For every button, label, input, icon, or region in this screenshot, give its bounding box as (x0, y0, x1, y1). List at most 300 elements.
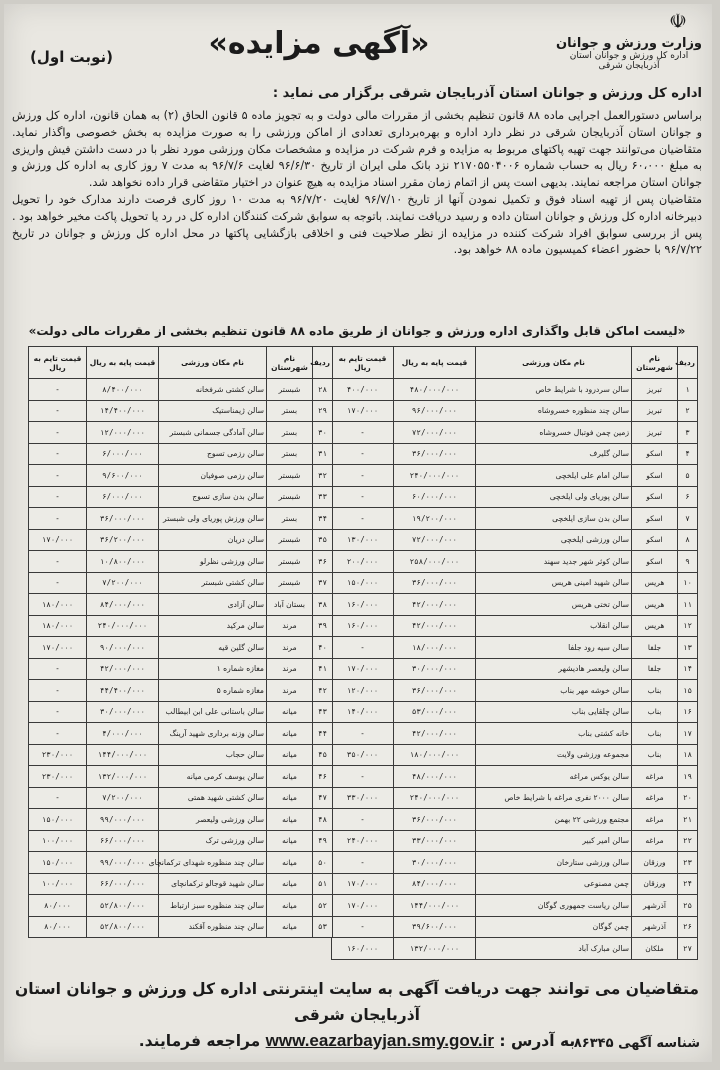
venue-name-cell: سالن رزمی تسوج (159, 443, 267, 465)
row-number-cell: ۲۴ (678, 873, 698, 895)
base-price-cell: ۴۴/۴۰۰/۰۰۰ (87, 680, 159, 702)
row-number-cell: ۲۰ (678, 787, 698, 809)
venue-name-cell: سالن ولیعصر هادیشهر (476, 658, 632, 680)
venue-name-cell: سالن آمادگی جسمانی شبستر (159, 422, 267, 444)
city-cell: هریس (632, 615, 678, 637)
base-price-cell: ۱۸/۰۰۰/۰۰۰ (394, 637, 476, 659)
venue-name-cell: زمین چمن فوتبال خسروشاه (476, 422, 632, 444)
city-cell: مراغه (632, 809, 678, 831)
table-row (332, 508, 698, 530)
footer-address-label: به آدرس : (499, 1032, 576, 1050)
table-row (29, 379, 333, 401)
city-cell: میانه (267, 787, 313, 809)
table-row (332, 400, 698, 422)
venue-name-cell: سالن چند منظوره خسروشاه (476, 400, 632, 422)
table-row (332, 465, 698, 487)
base-price-cell: ۳۰/۰۰۰/۰۰۰ (87, 701, 159, 723)
row-number-cell: ۱۳ (678, 637, 698, 659)
city-cell: مرند (267, 658, 313, 680)
list-title: «لیست اماکن قابل واگذاری اداره ورزش و جوانان از طریق ماده ۸۸ قانون تنظیم بخشی از مقررات مالی دولت» (28, 324, 686, 338)
table-row (29, 572, 333, 594)
base-price-cell: ۳۶/۲۰۰/۰۰۰ (87, 529, 159, 551)
venues-table-right (331, 346, 698, 960)
time-price-cell: - (29, 465, 87, 487)
table-header-row (29, 347, 333, 379)
row-number-cell: ۱۷ (678, 723, 698, 745)
row-number-cell: ۳۶ (313, 551, 333, 573)
row-number-cell: ۴۸ (313, 809, 333, 831)
row-number-cell: ۱۸ (678, 744, 698, 766)
venue-name-cell: چمن مصنوعی (476, 873, 632, 895)
city-cell: میانه (267, 830, 313, 852)
base-price-cell: ۵۲/۸۰۰/۰۰۰ (87, 895, 159, 917)
row-number-cell: ۵۱ (313, 873, 333, 895)
city-cell: بستر (267, 400, 313, 422)
time-price-cell: - (332, 852, 394, 874)
base-price-cell: ۲۴۰/۰۰۰/۰۰۰ (87, 615, 159, 637)
base-price-cell: ۱۸۰/۰۰۰/۰۰۰ (394, 744, 476, 766)
time-price-cell: ۲۰۰/۰۰۰ (332, 551, 394, 573)
department-name: اداره کل ورزش و جوانان استان آذربایجان شرقی (569, 51, 689, 71)
venue-name-cell: سالن گلین قیه (159, 637, 267, 659)
time-price-cell: - (332, 809, 394, 831)
base-price-cell: ۲۵۸/۰۰۰/۰۰۰ (394, 551, 476, 573)
venue-name-cell: سالن بدن سازی ایلخچی (476, 508, 632, 530)
row-number-cell: ۲۱ (678, 809, 698, 831)
time-price-cell: - (332, 422, 394, 444)
row-number-cell: ۱۲ (678, 615, 698, 637)
time-price-cell: ۱۳۰/۰۰۰ (332, 529, 394, 551)
time-price-cell: ۱۷۰/۰۰۰ (29, 529, 87, 551)
row-number-cell: ۲۹ (313, 400, 333, 422)
row-number-cell: ۱۰ (678, 572, 698, 594)
base-price-cell: ۳۹/۶۰۰/۰۰۰ (394, 916, 476, 938)
header-time-price: قیمت تایم به ریال (29, 347, 87, 379)
table-row (29, 873, 333, 895)
table-row (332, 379, 698, 401)
venue-name-cell: چمن گوگان (476, 916, 632, 938)
row-number-cell: ۳ (678, 422, 698, 444)
city-cell: اسکو (632, 465, 678, 487)
time-price-cell: - (332, 508, 394, 530)
time-price-cell: ۴۰۰/۰۰۰ (332, 379, 394, 401)
table-row (332, 766, 698, 788)
venue-name-cell: سالن چند منظوره شهدای ترکمانچای (159, 852, 267, 874)
table-row (332, 637, 698, 659)
table-row (332, 615, 698, 637)
body-text (12, 108, 702, 259)
venue-name-cell: مجموعه ورزشی ولایت (476, 744, 632, 766)
base-price-cell: ۵۳/۰۰۰/۰۰۰ (394, 701, 476, 723)
row-number-cell: ۵۳ (313, 916, 333, 938)
venue-name-cell: سالن امیر کبیر (476, 830, 632, 852)
table-row (332, 916, 698, 938)
table-row (29, 809, 333, 831)
city-cell: شبستر (267, 572, 313, 594)
row-number-cell: ۵ (678, 465, 698, 487)
base-price-cell: ۶/۰۰۰/۰۰۰ (87, 486, 159, 508)
footer-line-1: متقاضیان می توانند جهت دریافت آگهی به سایت اینترنتی اداره کل ورزش و جوانان استان آذربایجان شرقی (15, 980, 699, 1024)
base-price-cell: ۴۲/۰۰۰/۰۰۰ (394, 594, 476, 616)
base-price-cell: ۹۹/۰۰۰/۰۰۰ (87, 809, 159, 831)
time-price-cell: - (29, 787, 87, 809)
base-price-cell: ۴۸۰/۰۰۰/۰۰۰ (394, 379, 476, 401)
venue-name-cell: مغازه شماره ۱ (159, 658, 267, 680)
row-number-cell: ۵۲ (313, 895, 333, 917)
time-price-cell: ۱۷۰/۰۰۰ (332, 400, 394, 422)
time-price-cell: ۱۶۰/۰۰۰ (332, 615, 394, 637)
time-price-cell: ۱۷۰/۰۰۰ (332, 658, 394, 680)
row-number-cell: ۸ (678, 529, 698, 551)
venue-name-cell: سالن ورزشی ولیعصر (159, 809, 267, 831)
city-cell: تبریز (632, 379, 678, 401)
base-price-cell: ۸۴/۰۰۰/۰۰۰ (87, 594, 159, 616)
time-price-cell: ۱۷۰/۰۰۰ (332, 873, 394, 895)
row-number-cell: ۱۶ (678, 701, 698, 723)
base-price-cell: ۴/۰۰۰/۰۰۰ (87, 723, 159, 745)
city-cell: میانه (267, 873, 313, 895)
row-number-cell: ۱ (678, 379, 698, 401)
time-price-cell: ۱۵۰/۰۰۰ (29, 852, 87, 874)
time-price-cell: - (29, 508, 87, 530)
row-number-cell: ۱۵ (678, 680, 698, 702)
base-price-cell: ۴۲/۰۰۰/۰۰۰ (394, 615, 476, 637)
row-number-cell: ۴۵ (313, 744, 333, 766)
table-row (332, 551, 698, 573)
table-row (332, 529, 698, 551)
venue-name-cell: سالن بدن سازی تسوج (159, 486, 267, 508)
venue-name-cell: سالن دریان (159, 529, 267, 551)
city-cell: اسکو (632, 529, 678, 551)
base-price-cell: ۳۶/۰۰۰/۰۰۰ (87, 508, 159, 530)
header-city: نام شهرستان (632, 347, 678, 379)
venue-name-cell: سالن تختی هریس (476, 594, 632, 616)
time-price-cell: ۱۸۰/۰۰۰ (29, 615, 87, 637)
base-price-cell: ۳۰/۰۰۰/۰۰۰ (394, 852, 476, 874)
ad-title: «آگهی مزایده» (208, 26, 430, 61)
venue-name-cell: سالن چلقایی بناب (476, 701, 632, 723)
table-row (332, 701, 698, 723)
venue-name-cell: سالن چند منظوره آقکند (159, 916, 267, 938)
base-price-cell: ۶۶/۰۰۰/۰۰۰ (87, 830, 159, 852)
row-number-cell: ۳۰ (313, 422, 333, 444)
venue-name-cell: سالن پوریای ولی ایلخچی (476, 486, 632, 508)
paragraph-1: براساس دستورالعمل اجرایی ماده ۸۸ قانون تنظیم بخشی از مقررات مالی دولت و به تجویز ماده ۵ قانون الحاق (۲) به همان قانون، اداره کل ورزش و جوانان استان آذربایجان شرقی در نظر دارد اداره و بهره‌برداری تعدادی از اماکن ورزشی را به صورت مزایده به بخش خصوصی واگذار نماید. متقاضیان می‌توانند جهت تهیه پاکتهای مربوط به مزایده و فرم شرکت در مزایده و مشخصات مکان ورزشی مورد نظر با در دست داشتن فیش واریزی به مبلغ ۶۰،۰۰۰ ریال به حساب شماره ۲۱۷۰۵۵۰۴۰۰۶ نزد بانک ملی ایران از تاریخ ۹۶/۶/۳۰ لغایت ۹۶/۷/۶ به مدت ۷ روز کاری به اداره کل ورزش و جوانان استان مراجعه نمایند. بدیهی است پس از اتمام زمان مقرر اسناد مزایده به هیچ عنوان در اختیار متقاضی قرار داده نخواهد شد. (12, 109, 702, 190)
table-row (29, 701, 333, 723)
city-cell: مراغه (632, 787, 678, 809)
row-number-cell: ۹ (678, 551, 698, 573)
city-cell: اسکو (632, 508, 678, 530)
city-cell: ورزقان (632, 852, 678, 874)
time-price-cell: - (332, 637, 394, 659)
table-row (332, 422, 698, 444)
city-cell: مراغه (632, 766, 678, 788)
city-cell: اسکو (632, 486, 678, 508)
table-row (332, 852, 698, 874)
time-price-cell: - (29, 551, 87, 573)
time-price-cell: ۱۸۰/۰۰۰ (29, 594, 87, 616)
table-row (29, 465, 333, 487)
time-price-cell: - (29, 486, 87, 508)
base-price-cell: ۱۰/۸۰۰/۰۰۰ (87, 551, 159, 573)
table-row (332, 938, 698, 960)
base-price-cell: ۹۰/۰۰۰/۰۰۰ (87, 637, 159, 659)
row-number-cell: ۴۲ (313, 680, 333, 702)
base-price-cell: ۷۲/۰۰۰/۰۰۰ (394, 422, 476, 444)
city-cell: میانه (267, 723, 313, 745)
venue-name-cell: سالن کشتی شهید همتی (159, 787, 267, 809)
city-cell: بناب (632, 744, 678, 766)
city-cell: مرند (267, 680, 313, 702)
time-price-cell: - (332, 916, 394, 938)
table-row (29, 787, 333, 809)
city-cell: اسکو (632, 551, 678, 573)
time-price-cell: ۱۷۰/۰۰۰ (332, 895, 394, 917)
base-price-cell: ۹/۶۰۰/۰۰۰ (87, 465, 159, 487)
time-price-cell: ۱۰۰/۰۰۰ (29, 873, 87, 895)
base-price-cell: ۶/۰۰۰/۰۰۰ (87, 443, 159, 465)
base-price-cell: ۱۹/۲۰۰/۰۰۰ (394, 508, 476, 530)
time-price-cell: ۲۳۰/۰۰۰ (29, 744, 87, 766)
table-row (332, 680, 698, 702)
time-price-cell: ۱۰۰/۰۰۰ (29, 830, 87, 852)
city-cell: شبستر (267, 465, 313, 487)
row-number-cell: ۶ (678, 486, 698, 508)
city-cell: بناب (632, 723, 678, 745)
venue-name-cell: سالن یوسف کرمی میانه (159, 766, 267, 788)
row-number-cell: ۴۴ (313, 723, 333, 745)
base-price-cell: ۳۶/۰۰۰/۰۰۰ (394, 443, 476, 465)
time-price-cell: ۲۳۰/۰۰۰ (29, 766, 87, 788)
footer-address-suffix: مراجعه فرمایند. (138, 1032, 261, 1050)
time-price-cell: - (29, 572, 87, 594)
table-row (332, 723, 698, 745)
venue-name-cell: سالن مرکید (159, 615, 267, 637)
time-price-cell: - (332, 766, 394, 788)
venue-name-cell: سالن حجاب (159, 744, 267, 766)
base-price-cell: ۱۳۲/۰۰۰/۰۰۰ (87, 766, 159, 788)
venue-name-cell: سالن ۲۰۰۰ نفری مراغه با شرایط خاص (476, 787, 632, 809)
base-price-cell: ۳۶/۰۰۰/۰۰۰ (394, 572, 476, 594)
city-cell: اسکو (632, 443, 678, 465)
table-row (332, 830, 698, 852)
city-cell: جلفا (632, 658, 678, 680)
row-number-cell: ۱۴ (678, 658, 698, 680)
row-number-cell: ۴۷ (313, 787, 333, 809)
venue-name-cell: مغازه شماره ۵ (159, 680, 267, 702)
time-price-cell: ۸۰/۰۰۰ (29, 895, 87, 917)
ad-header (4, 4, 712, 84)
table-row (29, 916, 333, 938)
city-cell: میانه (267, 766, 313, 788)
table-row (29, 486, 333, 508)
base-price-cell: ۹۶/۰۰۰/۰۰۰ (394, 400, 476, 422)
base-price-cell: ۳۶/۰۰۰/۰۰۰ (394, 809, 476, 831)
venue-name-cell: سالن شهید قوجالو ترکمانچای (159, 873, 267, 895)
table-row (332, 443, 698, 465)
venue-name-cell: سالن ورزش پوریای ولی شبستر (159, 508, 267, 530)
city-cell: میانه (267, 809, 313, 831)
base-price-cell: ۷/۲۰۰/۰۰۰ (87, 572, 159, 594)
venue-name-cell: سالن انقلاب (476, 615, 632, 637)
base-price-cell: ۶۰/۰۰۰/۰۰۰ (394, 486, 476, 508)
base-price-cell: ۲۴۰/۰۰۰/۰۰۰ (394, 465, 476, 487)
venue-name-cell: سالن کشتی شبستر (159, 572, 267, 594)
header-row-number: ردیف (313, 347, 333, 379)
venue-name-cell: سالن سردرود با شرایط خاص (476, 379, 632, 401)
table-row (29, 744, 333, 766)
base-price-cell: ۳۳/۰۰۰/۰۰۰ (394, 830, 476, 852)
table-row (332, 895, 698, 917)
city-cell: میانه (267, 852, 313, 874)
city-cell: مرند (267, 637, 313, 659)
base-price-cell: ۸/۴۰۰/۰۰۰ (87, 379, 159, 401)
header-venue: نام مکان ورزشی (476, 347, 632, 379)
table-row (332, 572, 698, 594)
city-cell: تبریز (632, 400, 678, 422)
row-number-cell: ۲۲ (678, 830, 698, 852)
table-row (29, 400, 333, 422)
base-price-cell: ۴۲/۰۰۰/۰۰۰ (87, 658, 159, 680)
base-price-cell: ۹۹/۰۰۰/۰۰۰ (87, 852, 159, 874)
time-price-cell: ۸۰/۰۰۰ (29, 916, 87, 938)
base-price-cell: ۴۲/۰۰۰/۰۰۰ (394, 723, 476, 745)
city-cell: هریس (632, 572, 678, 594)
table-row (29, 658, 333, 680)
venue-name-cell: سالن ورزشی ترک (159, 830, 267, 852)
table-row (332, 809, 698, 831)
table-row (332, 873, 698, 895)
row-number-cell: ۴۶ (313, 766, 333, 788)
venues-tables (28, 346, 698, 970)
city-cell: آذرشهر (632, 916, 678, 938)
row-number-cell: ۱۱ (678, 594, 698, 616)
table-row (29, 852, 333, 874)
table-row (332, 486, 698, 508)
row-number-cell: ۲۵ (678, 895, 698, 917)
newspaper-page (4, 4, 712, 1062)
row-number-cell: ۴۰ (313, 637, 333, 659)
base-price-cell: ۱۳۲/۰۰۰/۰۰۰ (394, 938, 476, 960)
header-time-price: قیمت تایم به ریال (332, 347, 394, 379)
table-row (29, 422, 333, 444)
city-cell: بستر (267, 508, 313, 530)
row-number-cell: ۲۸ (313, 379, 333, 401)
time-price-cell: - (332, 443, 394, 465)
ministry-name: وزارت ورزش و جوانان (555, 36, 703, 51)
city-cell: آذرشهر (632, 895, 678, 917)
city-cell: مراغه (632, 830, 678, 852)
venue-name-cell: سالن کوثر شهر جدید سهند (476, 551, 632, 573)
table-row (29, 594, 333, 616)
venue-name-cell: سالن وزنه برداری شهید آرینگ (159, 723, 267, 745)
venue-name-cell: سالن مبارک آباد (476, 938, 632, 960)
venue-name-cell: مجتمع ورزشی ۲۲ بهمن (476, 809, 632, 831)
base-price-cell: ۳۰/۰۰۰/۰۰۰ (394, 658, 476, 680)
table-row (29, 551, 333, 573)
venue-name-cell: سالن ورزشی ستارخان (476, 852, 632, 874)
city-cell: شبستر (267, 529, 313, 551)
table-row (29, 637, 333, 659)
base-price-cell: ۱۴۴/۰۰۰/۰۰۰ (394, 895, 476, 917)
row-number-cell: ۴۳ (313, 701, 333, 723)
row-number-cell: ۲۶ (678, 916, 698, 938)
row-number-cell: ۳۸ (313, 594, 333, 616)
intro-line: اداره کل ورزش و جوانان استان آذربایجان شرقی برگزار می نماید : (272, 86, 702, 101)
table-row (29, 508, 333, 530)
city-cell: هریس (632, 594, 678, 616)
row-number-cell: ۴ (678, 443, 698, 465)
venue-name-cell: سالن امام علی ایلخچی (476, 465, 632, 487)
row-number-cell: ۳۳ (313, 486, 333, 508)
time-price-cell: - (29, 422, 87, 444)
time-price-cell: - (332, 723, 394, 745)
time-price-cell: ۱۵۰/۰۰۰ (29, 809, 87, 831)
city-cell: ملکان (632, 938, 678, 960)
time-price-cell: ۱۶۰/۰۰۰ (332, 938, 394, 960)
base-price-cell: ۷/۲۰۰/۰۰۰ (87, 787, 159, 809)
table-row (332, 744, 698, 766)
time-price-cell: - (29, 443, 87, 465)
row-number-cell: ۳۲ (313, 465, 333, 487)
row-number-cell: ۳۹ (313, 615, 333, 637)
table-row (29, 680, 333, 702)
city-cell: شبستر (267, 551, 313, 573)
city-cell: میانه (267, 744, 313, 766)
table-row (332, 787, 698, 809)
base-price-cell: ۱۴۴/۰۰۰/۰۰۰ (87, 744, 159, 766)
table-row (29, 830, 333, 852)
city-cell: بستر (267, 443, 313, 465)
row-number-cell: ۳۱ (313, 443, 333, 465)
row-number-cell: ۱۹ (678, 766, 698, 788)
venue-name-cell: سالن ریاست جمهوری گوگان (476, 895, 632, 917)
venue-name-cell: سالن باستانی علی ابن ابیطالب (159, 701, 267, 723)
city-cell: بستر (267, 422, 313, 444)
base-price-cell: ۸۴/۰۰۰/۰۰۰ (394, 873, 476, 895)
city-cell: ورزقان (632, 873, 678, 895)
header-base-price: قیمت پایه به ریال (87, 347, 159, 379)
table-row (29, 766, 333, 788)
row-number-cell: ۷ (678, 508, 698, 530)
city-cell: میانه (267, 895, 313, 917)
ad-round: (نوبت اول) (30, 48, 113, 66)
venue-name-cell: خانه کشتی بناب (476, 723, 632, 745)
website-link[interactable]: www.eazarbayjan.smy.gov.ir (265, 1031, 494, 1050)
header-venue: نام مکان ورزشی (159, 347, 267, 379)
venue-name-cell: سالن آزادی (159, 594, 267, 616)
table-row (29, 895, 333, 917)
time-price-cell: ۱۵۰/۰۰۰ (332, 572, 394, 594)
time-price-cell: ۳۳۰/۰۰۰ (332, 787, 394, 809)
row-number-cell: ۳۵ (313, 529, 333, 551)
table-row (29, 723, 333, 745)
city-cell: جلفا (632, 637, 678, 659)
venue-name-cell: سالن ژیمناستیک (159, 400, 267, 422)
venue-name-cell: سالن گلیرف (476, 443, 632, 465)
venue-name-cell: سالن چند منظوره سبز ارتباط (159, 895, 267, 917)
city-cell: تبریز (632, 422, 678, 444)
base-price-cell: ۲۴۰/۰۰۰/۰۰۰ (394, 787, 476, 809)
time-price-cell: - (332, 465, 394, 487)
base-price-cell: ۱۲/۰۰۰/۰۰۰ (87, 422, 159, 444)
table-row (29, 615, 333, 637)
base-price-cell: ۱۴/۴۰۰/۰۰۰ (87, 400, 159, 422)
row-number-cell: ۴۹ (313, 830, 333, 852)
header-city: نام شهرستان (267, 347, 313, 379)
header-row-number: ردیف (678, 347, 698, 379)
city-cell: بناب (632, 680, 678, 702)
